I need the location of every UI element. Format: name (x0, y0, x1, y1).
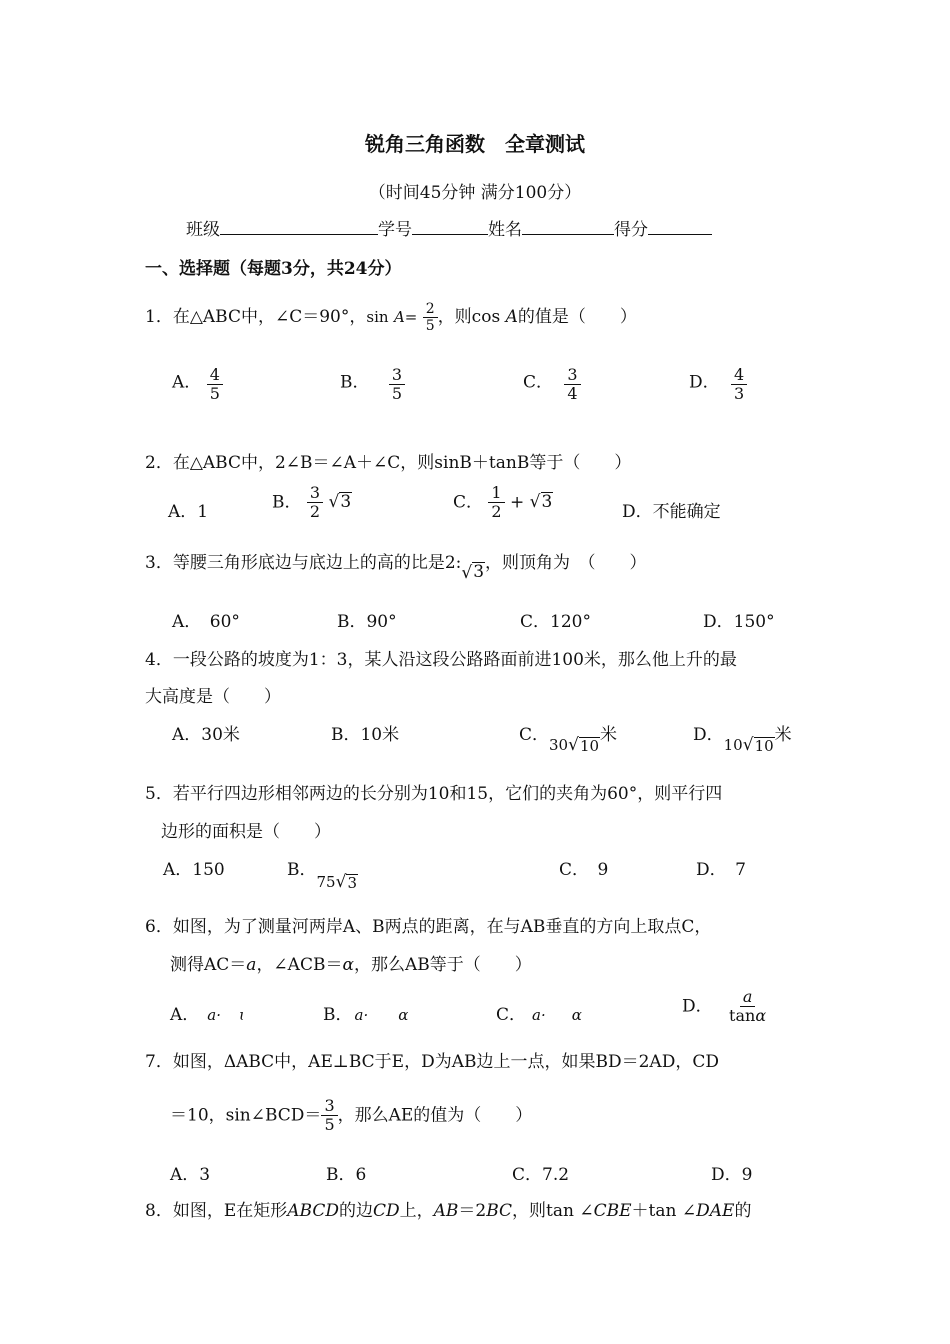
class-label: 班级 (186, 220, 220, 240)
question-4-line-1: 4．一段公路的坡度为1：3，某人沿这段公路路面前进100米，那么他上升的最 (145, 650, 737, 670)
q3-option-c[interactable]: C．120° (520, 612, 591, 632)
q1-option-b[interactable]: B． $\frac{3}{5}$ (340, 362, 405, 404)
number-blank (412, 220, 488, 235)
q7-option-b[interactable]: B．6 (326, 1165, 367, 1185)
score-label: 得分 (614, 220, 648, 240)
page-title: 锐角三角函数 全章测试 (365, 132, 585, 156)
class-blank (220, 220, 378, 235)
q5-root-3: √ 3 (335, 872, 357, 892)
q1-option-a[interactable]: A． $\frac{4}{5}$ (172, 362, 223, 404)
q6-option-c[interactable]: C． a· α (496, 1005, 582, 1025)
q1-option-c[interactable]: C． $\frac{3}{4}$ (523, 362, 581, 404)
q5-option-c[interactable]: C． 9 (559, 860, 609, 880)
q1-option-d[interactable]: D． $\frac{4}{3}$ (689, 362, 747, 404)
q4-option-a[interactable]: A．30米 (172, 725, 240, 745)
q4-option-d[interactable]: D．10 √ 10 米 (693, 725, 792, 755)
number-label: 学号 (378, 220, 412, 240)
q5-option-b[interactable]: B．75 √ 3 (287, 860, 357, 892)
student-info-line (186, 215, 712, 240)
question-4-line-2: 大高度是（ ） (145, 687, 281, 707)
question-7-line-1: 7．如图，ΔABC中，AE⊥BC于E，D为AB边上一点，如果BD＝2AD，CD (145, 1052, 719, 1072)
section-heading-choice: 一、选择题（每题3分，共24分） (145, 259, 402, 279)
q6-option-d[interactable]: D． $\frac{a}{\tan\alpha}$ (682, 987, 767, 1026)
q4-root-10-c: √ 10 (568, 735, 600, 755)
question-8: 8．如图，E在矩形ABCD的边CD上，AB＝2BC，则tan ∠CBE＋tan ∠DAE的 (145, 1201, 752, 1221)
q3-option-b[interactable]: B．90° (337, 612, 397, 632)
question-6-line-2: 测得AC＝a，∠ACB＝α，那么AB等于（ ） (170, 955, 532, 975)
question-5-line-1: 5．若平行四边形相邻两边的长分别为10和15，它们的夹角为60°，则平行四 (145, 784, 723, 804)
q2-root-3-b: √ 3 (328, 491, 352, 513)
q6-option-a[interactable]: A． a· ɩ (170, 1005, 245, 1025)
q5-option-d[interactable]: D． 7 (696, 860, 746, 880)
score-blank (648, 220, 712, 235)
q3-root-3: √ 3 (461, 562, 485, 583)
q2-option-d[interactable]: D．不能确定 (622, 502, 721, 522)
q4-root-10-d: √ 10 (742, 735, 774, 755)
q2-option-c[interactable]: C． $\frac{1}{2}$ + √ 3 (453, 483, 553, 522)
q5-option-a[interactable]: A．150 (163, 860, 225, 880)
q2-root-3-c: √ 3 (529, 491, 553, 513)
q2-option-b[interactable]: B． $\frac{3}{2}$ √ 3 (272, 483, 352, 522)
question-7-line-2: ＝10，sin∠BCD＝ $\frac{3}{5}$ ，那么AE的值为（ ） (170, 1096, 533, 1135)
q2-option-a[interactable]: A．1 (168, 502, 209, 522)
q3-option-d[interactable]: D．150° (703, 612, 775, 632)
q6-option-b[interactable]: B． a· α (323, 1005, 409, 1025)
question-6-line-1: 6．如图，为了测量河两岸A、B两点的距离，在与AB垂直的方向上取点C， (145, 917, 712, 937)
name-label: 姓名 (488, 220, 522, 240)
question-2: 2．在△ABC中，2∠B＝∠A＋∠C，则sinB＋tanB等于（ ） (145, 453, 632, 473)
q7-option-d[interactable]: D．9 (711, 1165, 753, 1185)
q3-option-a[interactable]: A． 60° (172, 612, 240, 632)
exam-subtitle: （时间45分钟 满分100分） (368, 183, 582, 203)
question-5-line-2: 边形的面积是（ ） (161, 822, 331, 842)
name-blank (522, 220, 614, 235)
question-1: 1．在△ABC中，∠C＝90°，sin A= $\frac{2}{5}$ ，则cos A的值是（ ） (145, 301, 637, 335)
q1-sin-fraction: $\frac{2}{5}$ (423, 301, 438, 334)
question-3: 3．等腰三角形底边与底边上的高的比是2: √ 3 ，则顶角为 （ ） (145, 553, 647, 583)
q7-option-c[interactable]: C．7.2 (512, 1165, 570, 1185)
q4-option-c[interactable]: C．30 √ 10 米 (519, 725, 618, 755)
q4-option-b[interactable]: B．10米 (331, 725, 400, 745)
q7-option-a[interactable]: A．3 (170, 1165, 211, 1185)
